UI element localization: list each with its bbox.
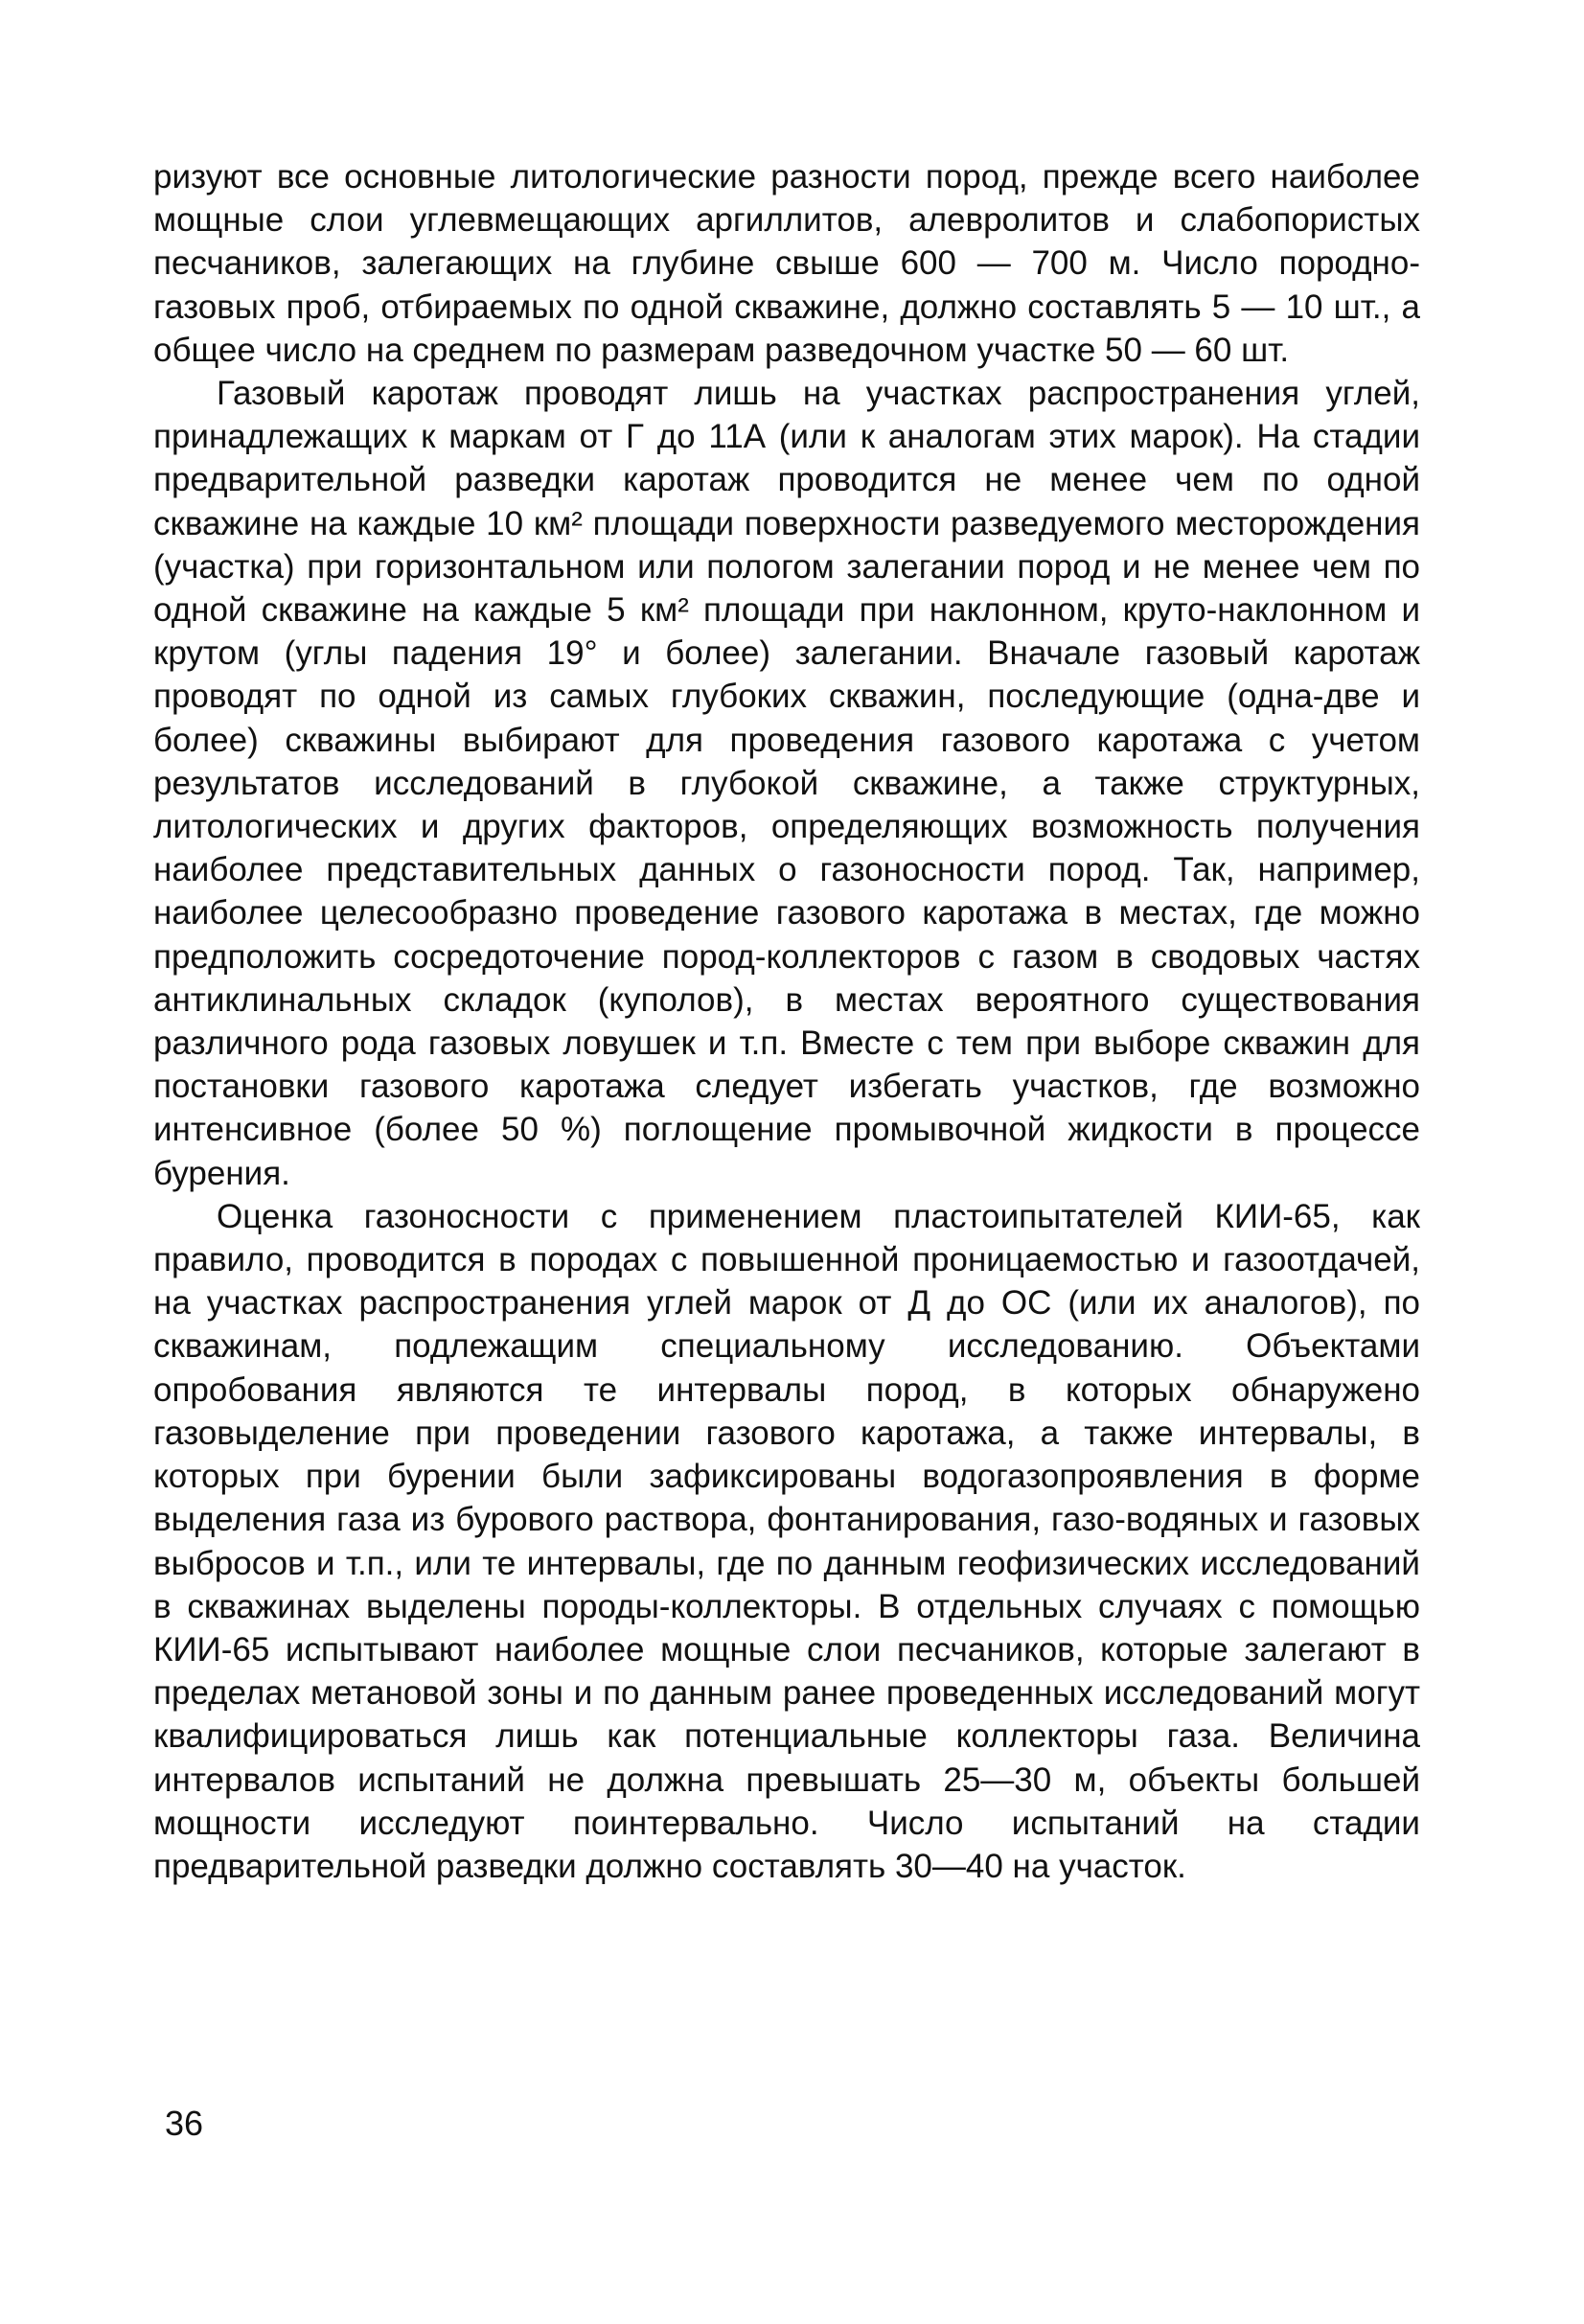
paragraph-formation-tester: Оценка газоносности с применением пластоипытателей КИИ-65, как правило, проводится в породах с повышенной проницаемостью и газоотдачей, на участках распространения углей марок от Д до ОС (или их аналогов), по скважинам, подлежащим специальному исследованию. Объектами опробования являются те интервалы пород, в которых обнаружено газовыделение при проведении газового каротажа, а также интервалы, в которых при бурении были зафиксированы водогазопроявления в форме выделения газа из бурового раствора, фонтанирования, газо-водяных и газовых выбросов и т.п., или те интервалы, где по данным геофизических исследований в скважинах выделены породы-коллекторы. В отдельных случаях с помощью КИИ-65 испытывают наиболее мощные слои песчаников, которые залегают в пределах метановой зоны и по данным ранее проведенных исследований могут квалифицироваться лишь как потенциальные коллекторы газа. Величина интервалов испытаний не должна превышать 25—30 м, объекты большей мощности исследуют поинтервально. Число испытаний на стадии предварительной разведки должно составлять 30—40 на участок.: [153, 1197, 1420, 1885]
paragraph-continued: ризуют все основные литологические разности пород, прежде всего наиболее мощные слои углевмещающих аргиллитов, алевролитов и слабопористых песчаников, залегающих на глубине свыше 600 — 700 м. Число породно-газовых проб, отбираемых по одной скважине, должно составлять 5 — 10 шт., а общее число на среднем по размерам разведочном участке 50 — 60 шт.: [153, 158, 1420, 369]
page-body: [153, 155, 1420, 1888]
paragraph-gas-logging: Газовый каротаж проводят лишь на участках распространения углей, принадлежащих к маркам от Г до 11А (или к аналогам этих марок). На стадии предварительной разведки каротаж проводится не менее чем по одной скважине на каждые 10 км² площади поверхности разведуемого месторождения (участка) при горизонтальном или пологом залегании пород и не менее чем по одной скважине на каждые 5 км² площади при наклонном, круто-наклонном и крутом (углы падения 19° и более) залегании. Вначале газовый каротаж проводят по одной из самых глубоких скважин, последующие (одна-две и более) скважины выбирают для проведения газового каротажа с учетом результатов исследований в глубокой скважине, а также структурных, литологических и других факторов, определяющих возможность получения наиболее представительных данных о газоносности пород. Так, например, наиболее целесообразно проведение газового каротажа в местах, где можно предположить сосредоточение пород-коллекторов с газом в сводовых частях антиклинальных складок (куполов), в местах вероятного существования различного рода газовых ловушек и т.п. Вместе с тем при выборе скважин для постановки газового каротажа следует избегать участков, где возможно интенсивное (более 50 %) поглощение промывочной жидкости в процессе бурения.: [153, 375, 1420, 1192]
page-number: 36: [165, 2104, 204, 2143]
